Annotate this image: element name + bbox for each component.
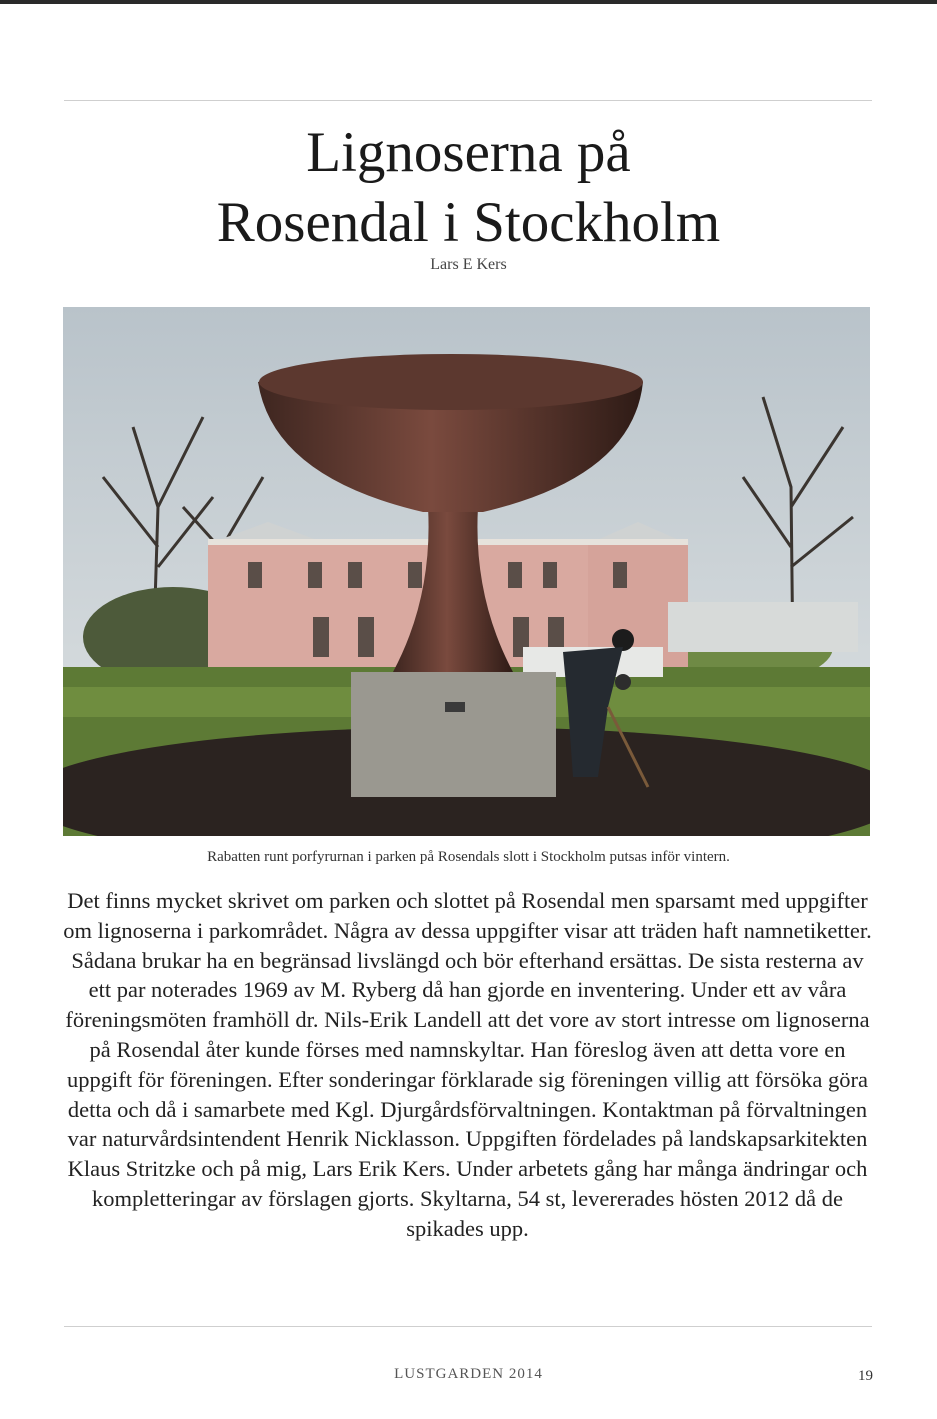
article-title [0, 118, 937, 258]
body-paragraph: Det finns mycket skrivet om parken och slottet på Rosendal men sparsamt med uppgifter om lignoserna i parkområdet. Några av dessa uppgifter visar att träden haft namnetiketter. Sådana brukar ha en begränsad livslängd och bör efterhand ersättas. De sista resterna av ett par noterades 1969 av M. Ryberg då han gjorde en inventering. Under ett av våra föreningsmöten framhöll dr. Nils-Erik Landell att det vore av stort intresse om lignoserna på Rosendal åter kunde förses med namnskyltar. Han föreslog även att detta vore en uppgift för föreningen. Efter sonderingar förklarade sig föreningen villig att försöka göra detta och då i samarbete med Kgl. Djurgårdsförvaltningen. Kontaktman på förvaltningen var naturvårdsintendent Henrik Nicklasson. Uppgiften fördelades på landskapsarkitekten Klaus Stritzke och på mig, Lars Erik Kers. Under arbetets gång har många ändringar och kompletteringar av förslagen gjorts. Skyltarna, 54 st, levererades hösten 2012 då de spikades upp. [63, 888, 872, 1241]
footer-rule [64, 1326, 872, 1327]
photo-caption: Rabatten runt porfyrurnan i parken på Rosendals slott i Stockholm putsas inför vintern. [207, 849, 730, 865]
header-rule [64, 100, 872, 101]
article-body [60, 886, 875, 1244]
author-byline: Lars E Kers [430, 256, 507, 273]
page-number: 19 [858, 1368, 873, 1384]
title-line-1: Lignoserna på [306, 121, 631, 184]
title-line-2: Rosendal i Stockholm [216, 191, 721, 254]
journal-footer: LUSTGARDEN 2014 [394, 1366, 543, 1382]
article-photo [63, 307, 870, 836]
top-edge-bar [0, 0, 937, 4]
photo-illustration [63, 307, 870, 836]
